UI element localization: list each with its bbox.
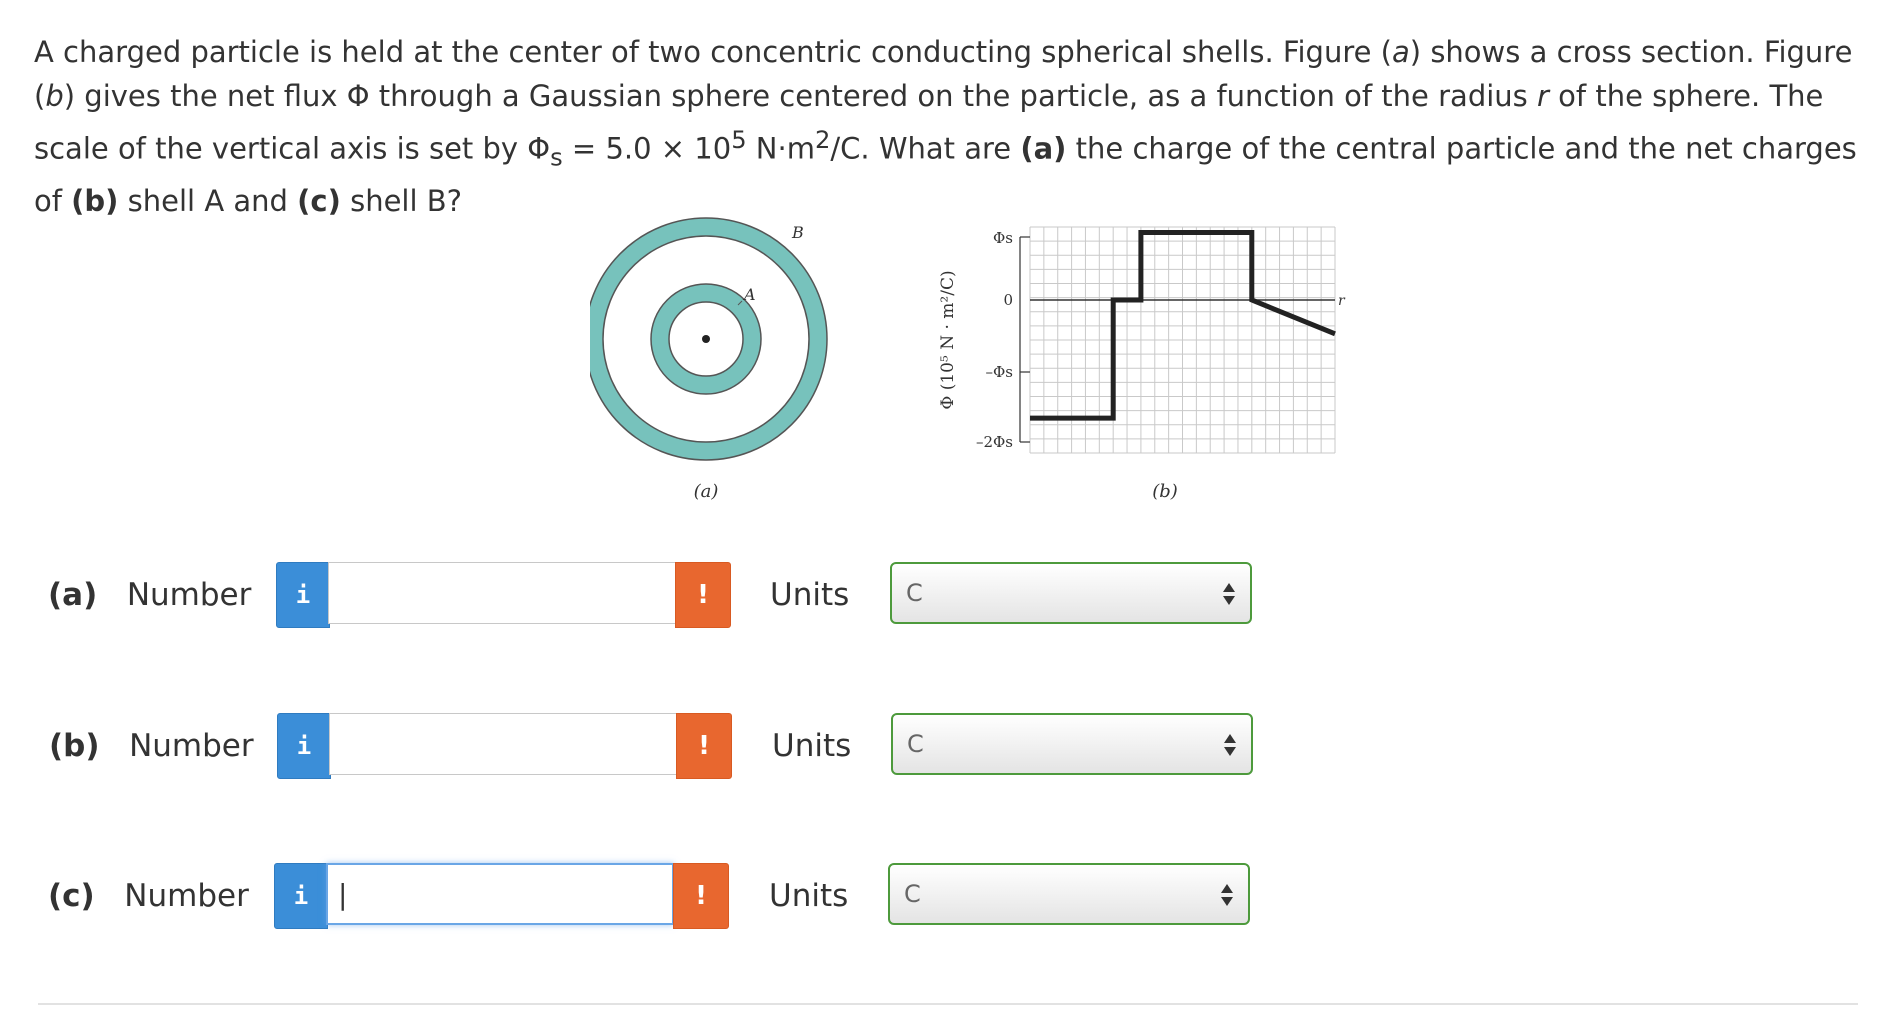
question-superscript: 2 [814, 126, 831, 154]
question-subscript: s [550, 143, 563, 172]
question-part: N·m [746, 131, 815, 166]
question-marker: (b) [71, 184, 119, 219]
question-part: ) gives the net flux Φ through a Gaussian sphere centered on the particle, as a function of the radius [63, 79, 1537, 113]
question-part: /C. What are [830, 131, 1021, 166]
question-part: of the sphere. The scale of the vertical axis is set by Φ [34, 79, 1824, 166]
select-arrows-icon [1222, 581, 1236, 607]
number-input-b[interactable] [329, 713, 677, 775]
units-selected-value: C [904, 880, 921, 908]
y-tick-label-neg-2phis: –2Φs [975, 433, 1013, 451]
question-part: A charged particle is held at the center of two concentric conducting spherical shells. Figure ( [34, 35, 1392, 69]
question-variable: r [1537, 79, 1549, 113]
units-label: Units [769, 878, 849, 914]
info-button[interactable]: i [277, 713, 331, 779]
figure-b-flux-plot [905, 205, 1365, 515]
question-part: shell A and [118, 184, 298, 219]
y-tick-label-neg-phis: –Φs [985, 363, 1013, 381]
row-label [48, 562, 251, 628]
question-superscript: 5 [731, 126, 747, 154]
question-part: = 5.0 × 10 [562, 131, 732, 166]
number-input-c[interactable] [326, 863, 674, 925]
answer-row-a [0, 562, 1897, 628]
row-label [48, 863, 249, 929]
figure-a-cross-section [590, 205, 850, 515]
row-part-marker: (c) [48, 878, 95, 914]
question-part: ) shows a cross section. Figure ( [34, 35, 1853, 113]
units-selected-value: C [906, 579, 923, 607]
number-input-a[interactable] [328, 562, 676, 624]
row-part-marker: (a) [48, 577, 98, 613]
question-text [34, 30, 1864, 223]
warning-button[interactable]: ! [673, 863, 729, 929]
units-select-a[interactable] [890, 562, 1252, 624]
row-label [49, 713, 254, 779]
units-label: Units [772, 728, 852, 764]
shell-a-label: A [744, 285, 756, 304]
question-figure-ref: b [45, 79, 64, 113]
select-arrows-icon [1220, 882, 1234, 908]
y-axis-label: Φ (10⁵ N · m²/C) [938, 270, 958, 410]
warning-button[interactable]: ! [675, 562, 731, 628]
units-label: Units [770, 577, 850, 613]
units-select-c[interactable] [888, 863, 1250, 925]
y-tick-label-phis: Φs [993, 229, 1013, 247]
units-selected-value: C [907, 730, 924, 758]
figure-b-caption: (b) [1152, 481, 1178, 502]
question-marker: (c) [297, 184, 341, 219]
question-figure-ref: a [1392, 35, 1410, 69]
question-part: the charge of the central particle and the net charges of [34, 131, 1857, 219]
warning-button[interactable]: ! [676, 713, 732, 779]
y-tick-label-zero: 0 [1003, 291, 1013, 309]
central-particle [702, 335, 710, 343]
info-button[interactable]: i [274, 863, 328, 929]
answer-row-b [0, 713, 1897, 779]
info-button[interactable]: i [276, 562, 330, 628]
units-select-b[interactable] [891, 713, 1253, 775]
select-arrows-icon [1223, 732, 1237, 758]
row-number-label: Number [126, 577, 252, 613]
x-axis-label: r [1338, 293, 1345, 309]
question-part: shell B? [340, 184, 463, 219]
row-number-label: Number [124, 878, 249, 914]
shell-b-label: B [792, 223, 804, 242]
question-marker: (a) [1020, 131, 1067, 166]
figure-a-caption: (a) [693, 481, 719, 502]
bottom-divider [38, 1003, 1858, 1005]
row-part-marker: (b) [49, 728, 100, 764]
row-number-label: Number [129, 728, 254, 764]
answer-row-c [0, 863, 1897, 929]
